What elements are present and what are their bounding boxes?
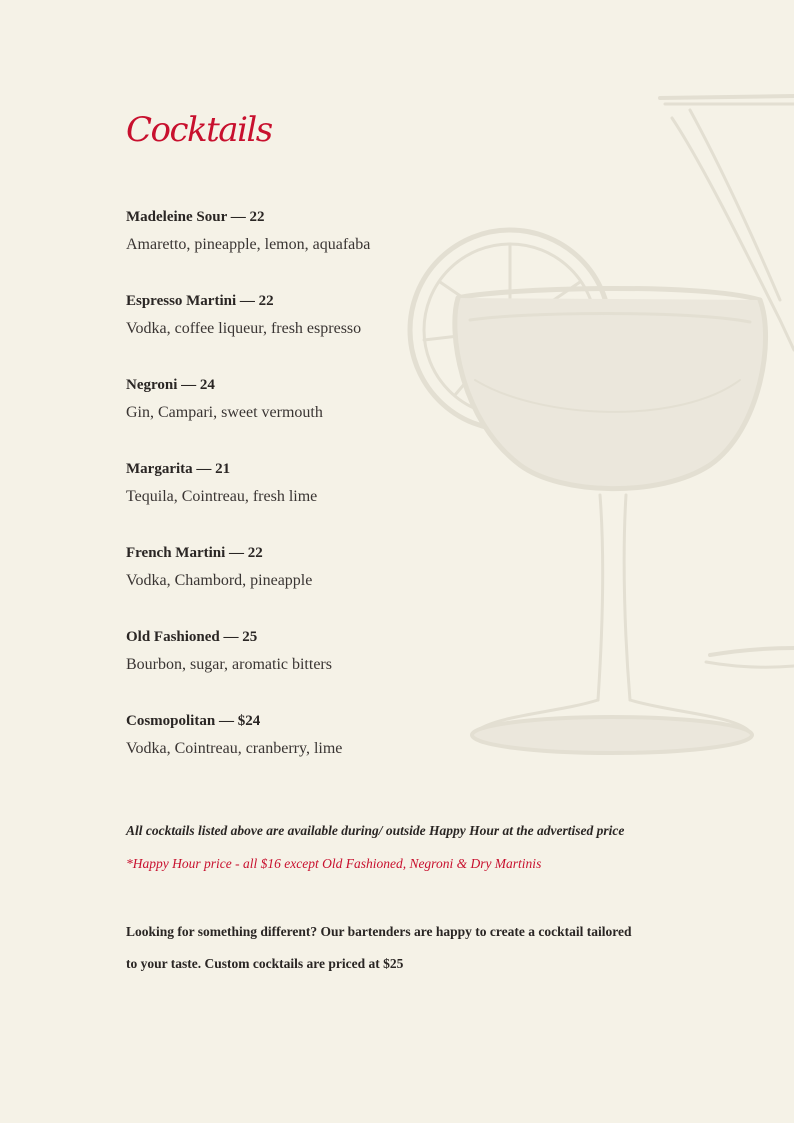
item-separator: — bbox=[181, 377, 197, 393]
list-item bbox=[126, 625, 726, 709]
item-price: 22 bbox=[258, 293, 274, 309]
item-price: 22 bbox=[249, 209, 265, 225]
item-separator: — bbox=[229, 545, 245, 561]
item-name: Margarita bbox=[126, 461, 193, 477]
item-price: 24 bbox=[199, 377, 215, 393]
item-heading bbox=[126, 709, 726, 733]
item-separator: — bbox=[223, 629, 239, 645]
item-description: Vodka, Cointreau, cranberry, lime bbox=[126, 740, 343, 757]
item-heading bbox=[126, 541, 726, 565]
item-name: Negroni bbox=[126, 377, 178, 393]
list-item bbox=[126, 541, 726, 625]
item-price: 21 bbox=[215, 461, 231, 477]
custom-cocktail-note bbox=[126, 916, 746, 980]
availability-note: All cocktails listed above are available during/ outside Happy Hour at the advertised price bbox=[126, 823, 625, 838]
item-heading bbox=[126, 625, 726, 649]
item-description: Gin, Campari, sweet vermouth bbox=[126, 404, 323, 421]
custom-note-line-1: Looking for something different? Our bartenders are happy to create a cocktail tailored bbox=[126, 924, 632, 939]
custom-note-line-2: to your taste. Custom cocktails are priced at $25 bbox=[126, 956, 404, 971]
item-heading bbox=[126, 205, 726, 229]
item-description: Vodka, coffee liqueur, fresh espresso bbox=[126, 320, 362, 337]
item-separator: — bbox=[218, 713, 234, 729]
item-price: 25 bbox=[242, 629, 258, 645]
list-item bbox=[126, 373, 726, 457]
happy-hour-note: *Happy Hour price - all $16 except Old Fashioned, Negroni & Dry Martinis bbox=[126, 856, 542, 871]
page-title: Cocktails bbox=[126, 110, 272, 150]
item-price: 22 bbox=[247, 545, 263, 561]
item-name: French Martini bbox=[126, 545, 226, 561]
item-description: Tequila, Cointreau, fresh lime bbox=[126, 488, 318, 505]
item-separator: — bbox=[239, 293, 255, 309]
item-name: Cosmopolitan bbox=[126, 713, 216, 729]
item-name: Old Fashioned bbox=[126, 629, 220, 645]
cocktail-list bbox=[126, 205, 726, 793]
item-name: Espresso Martini bbox=[126, 293, 237, 309]
item-heading bbox=[126, 373, 726, 397]
item-name: Madeleine Sour bbox=[126, 209, 227, 225]
item-separator: — bbox=[230, 209, 246, 225]
item-price: $24 bbox=[237, 713, 261, 729]
item-heading bbox=[126, 289, 726, 313]
list-item bbox=[126, 709, 726, 793]
item-description: Amaretto, pineapple, lemon, aquafaba bbox=[126, 236, 371, 253]
item-description: Bourbon, sugar, aromatic bitters bbox=[126, 656, 332, 673]
item-heading bbox=[126, 457, 726, 481]
item-description: Vodka, Chambord, pineapple bbox=[126, 572, 313, 589]
list-item bbox=[126, 289, 726, 373]
list-item bbox=[126, 457, 726, 541]
item-separator: — bbox=[196, 461, 212, 477]
list-item bbox=[126, 205, 726, 289]
